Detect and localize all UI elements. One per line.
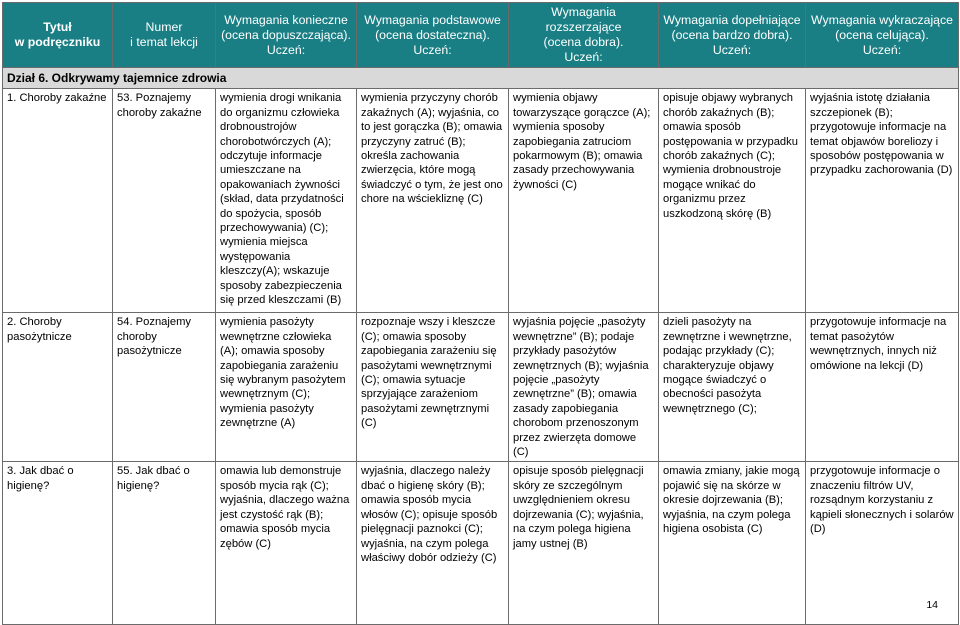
cell-podstawowe: rozpoznaje wszy i kleszcze (C); omawia sposoby zapobiegania zarażeniu się pasożytami wewnętrznymi (C); omawia sytuacje sprzyjające zarażeniom pasożytami zewnętrznymi (C)	[357, 313, 509, 462]
cell-dopelniajace: dzieli pasożyty na zewnętrzne i wewnętrzne, podając przykłady (C); charakteryzuje objawy mogące świadczyć o obecności pasożyta wewnętrznego (C);	[659, 313, 806, 462]
row-title: 2. Choroby pasożytnicze	[3, 313, 113, 462]
cell-konieczne: omawia lub demonstruje sposób mycia rąk (C); wyjaśnia, dlaczego ważna jest czystość rąk (B); omawia sposób mycia zębów (C)	[216, 462, 357, 625]
header-dopelniajace: Wymagania dopełniające (ocena bardzo dobra). Uczeń:	[659, 3, 806, 68]
header-wykraczajace: Wymagania wykraczające (ocena celująca). Uczeń:	[806, 3, 959, 68]
row-title: 1. Choroby zakaźne	[3, 89, 113, 313]
cell-dopelniajace: opisuje objawy wybranych chorób zakaźnych (B); omawia sposób postępowania w przypadku chorób zakaźnych (C); wymienia drobnoustroje mogące wnikać do organizmu przez uszkodzoną skórę (B)	[659, 89, 806, 313]
section-row	[3, 68, 959, 89]
row-lesson: 55. Jak dbać o higienę?	[113, 462, 216, 625]
table-row	[3, 313, 959, 462]
cell-rozszerzajace: wyjaśnia pojęcie „pasożyty wewnętrzne” (B); podaje przykłady pasożytów zewnętrznych (B); wyjaśnia pojęcie „pasożyty zewnętrzne” (B); omawia zasady zapobiegania chorobom przenoszonym przez zwierzęta domowe (C)	[509, 313, 659, 462]
cell-wykraczajace: wyjaśnia istotę działania szczepionek (B); przygotowuje informacje na temat objawów boreliozy i sposobów postępowania w przypadku zachorowania (D)	[806, 89, 959, 313]
section-title: Dział 6. Odkrywamy tajemnice zdrowia	[3, 68, 959, 89]
cell-podstawowe: wymienia przyczyny chorób zakaźnych (A); wyjaśnia, co to jest gorączka (B); omawia przyczyny zatruć (B); określa zachowania zwierzęcia, które mogą świadczyć o tym, że jest ono chore na wściekliznę (C)	[357, 89, 509, 313]
requirements-table	[2, 2, 959, 625]
row-lesson: 54. Poznajemy choroby pasożytnicze	[113, 313, 216, 462]
header-podstawowe: Wymagania podstawowe (ocena dostateczna). Uczeń:	[357, 3, 509, 68]
header-row	[3, 3, 959, 68]
cell-rozszerzajace: opisuje sposób pielęgnacji skóry ze szczególnym uwzględnieniem okresu dojrzewania (C); wyjaśnia, na czym polega higiena jamy ustnej (B)	[509, 462, 659, 625]
header-rozszerzajace: Wymagania rozszerzające (ocena dobra). Uczeń:	[509, 3, 659, 68]
cell-konieczne: wymienia pasożyty wewnętrzne człowieka (A); omawia sposoby zapobiegania zarażeniu się wybranym pasożytem wewnętrznym (C); wymienia pasożyty zewnętrzne (A)	[216, 313, 357, 462]
row-title: 3. Jak dbać o higienę?	[3, 462, 113, 625]
page-number: 14	[926, 599, 938, 611]
row-lesson: 53. Poznajemy choroby zakaźne	[113, 89, 216, 313]
cell-podstawowe: wyjaśnia, dlaczego należy dbać o higienę skóry (B); omawia sposób mycia włosów (C); opisuje sposób pielęgnacji paznokci (C); wyjaśnia, na czym polega właściwy dobór odzieży (C)	[357, 462, 509, 625]
header-title: Tytuł w podręczniku	[3, 3, 113, 68]
cell-konieczne: wymienia drogi wnikania do organizmu człowieka drobnoustrojów chorobotwórczych (A); odczytuje informacje umieszczane na opakowaniach żywności (skład, data przydatności do spożycia, sposób przechowywania) (C); wymienia miejsca występowania kleszczy(A); wskazuje sposoby zabezpieczenia się przed kleszczami (B)	[216, 89, 357, 313]
header-lesson: Numer i temat lekcji	[113, 3, 216, 68]
table-row	[3, 89, 959, 313]
cell-wykraczajace: przygotowuje informacje o znaczeniu filtrów UV, rozsądnym korzystaniu z kąpieli słonecznych i solarów (D)	[806, 462, 959, 625]
cell-dopelniajace: omawia zmiany, jakie mogą pojawić się na skórze w okresie dojrzewania (B); wyjaśnia, na czym polega higiena osobista (C)	[659, 462, 806, 625]
cell-rozszerzajace: wymienia objawy towarzyszące gorączce (A); wymienia sposoby zapobiegania zatruciom pokarmowym (B); omawia zasady przechowywania żywności (C)	[509, 89, 659, 313]
cell-wykraczajace: przygotowuje informacje na temat pasożytów wewnętrznych, innych niż omówione na lekcji (D)	[806, 313, 959, 462]
header-konieczne: Wymagania konieczne (ocena dopuszczająca). Uczeń:	[216, 3, 357, 68]
table-row	[3, 462, 959, 625]
